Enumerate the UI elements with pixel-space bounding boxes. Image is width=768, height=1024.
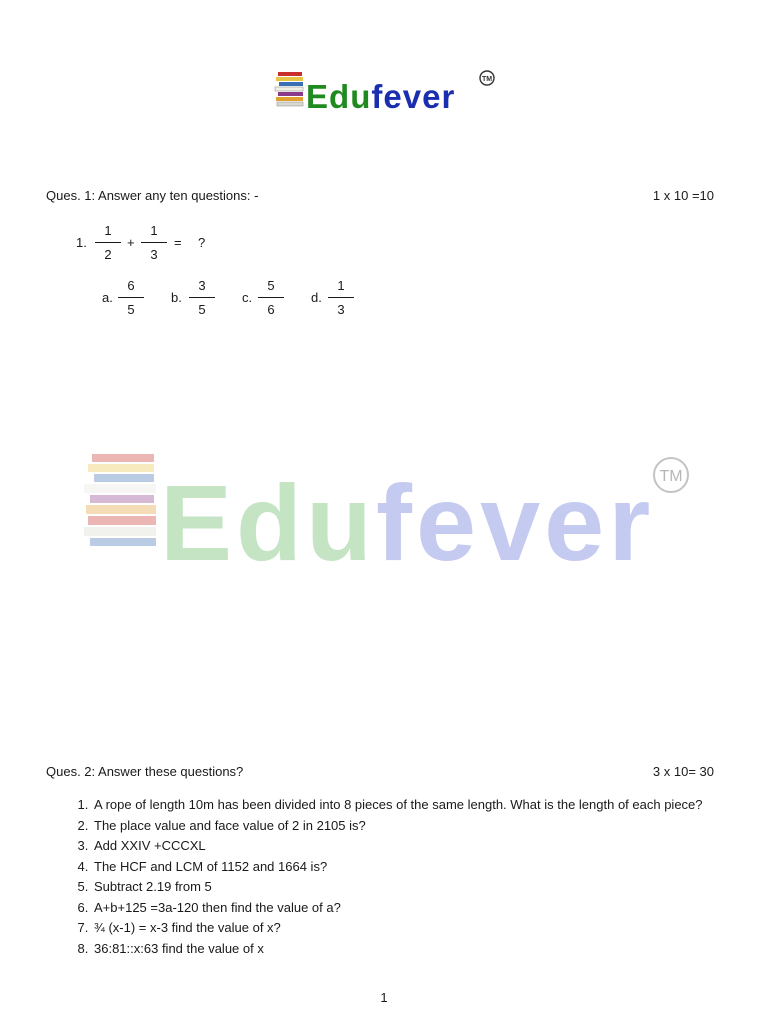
fraction-one-third — [141, 223, 167, 263]
list-item: 6. A+b+125 =3a-120 then find the value of a? — [92, 898, 760, 919]
option-b-fraction — [189, 278, 215, 318]
list-item: 8. 36:81::x:63 find the value of x — [92, 939, 760, 960]
section1-marks: 1 x 10 =10 — [652, 188, 714, 203]
plus-sign: + — [127, 235, 135, 250]
question-number: 1. — [76, 235, 87, 250]
option-b-label: b. — [171, 290, 182, 305]
fraction-one-half — [95, 223, 121, 263]
fraction-numerator: 6 — [118, 278, 144, 298]
fraction-denominator: 6 — [267, 302, 275, 317]
section1-heading: Ques. 1: Answer any ten questions: - — [46, 188, 259, 203]
option-d-fraction — [328, 278, 354, 318]
list-item: 7. ¾ (x-1) = x-3 find the value of x? — [92, 918, 760, 939]
list-item: 3. Add XXIV +CCCXL — [92, 836, 760, 857]
book-stack-icon — [275, 72, 303, 106]
fraction-numerator: 3 — [189, 278, 215, 298]
fraction-numerator: 1 — [328, 278, 354, 298]
fraction-denominator: 5 — [198, 302, 206, 317]
list-item: 2. The place value and face value of 2 in 2105 is? — [92, 816, 760, 837]
section2-marks: 3 x 10= 30 — [652, 764, 714, 779]
section2-question-list — [46, 795, 760, 959]
svg-text:Edufever: Edufever — [306, 78, 456, 115]
option-c-fraction — [258, 278, 284, 318]
fraction-denominator: 2 — [104, 247, 112, 262]
svg-text:TM: TM — [659, 468, 683, 485]
fraction-denominator: 5 — [127, 302, 135, 317]
book-stack-icon — [84, 454, 156, 546]
list-item: 1. A rope of length 10m has been divided into 8 pieces of the same length. What is the length of each piece? — [92, 795, 760, 816]
list-item: 4. The HCF and LCM of 1152 and 1664 is? — [92, 857, 760, 878]
section2-heading-row — [46, 764, 714, 779]
fraction-denominator: 3 — [150, 247, 158, 262]
option-a-fraction — [118, 278, 144, 318]
edufever-watermark — [80, 448, 700, 568]
list-item: 5. Subtract 2.19 from 5 — [92, 877, 760, 898]
edufever-logo — [274, 68, 498, 116]
equals-sign: = — [174, 235, 182, 250]
option-c-label: c. — [242, 290, 253, 305]
svg-text:Edufever: Edufever — [160, 462, 655, 568]
fraction-numerator: 1 — [95, 223, 121, 243]
section1-heading-row — [46, 188, 714, 203]
page-number: 1 — [380, 990, 388, 1005]
fraction-numerator: 5 — [258, 278, 284, 298]
option-a-label: a. — [102, 290, 113, 305]
fraction-denominator: 3 — [337, 302, 345, 317]
fraction-numerator: 1 — [141, 223, 167, 243]
section2-heading: Ques. 2: Answer these questions? — [46, 764, 244, 779]
svg-text:TM: TM — [481, 76, 493, 83]
unknown-mark: ? — [198, 235, 206, 250]
option-d-label: d. — [311, 290, 322, 305]
